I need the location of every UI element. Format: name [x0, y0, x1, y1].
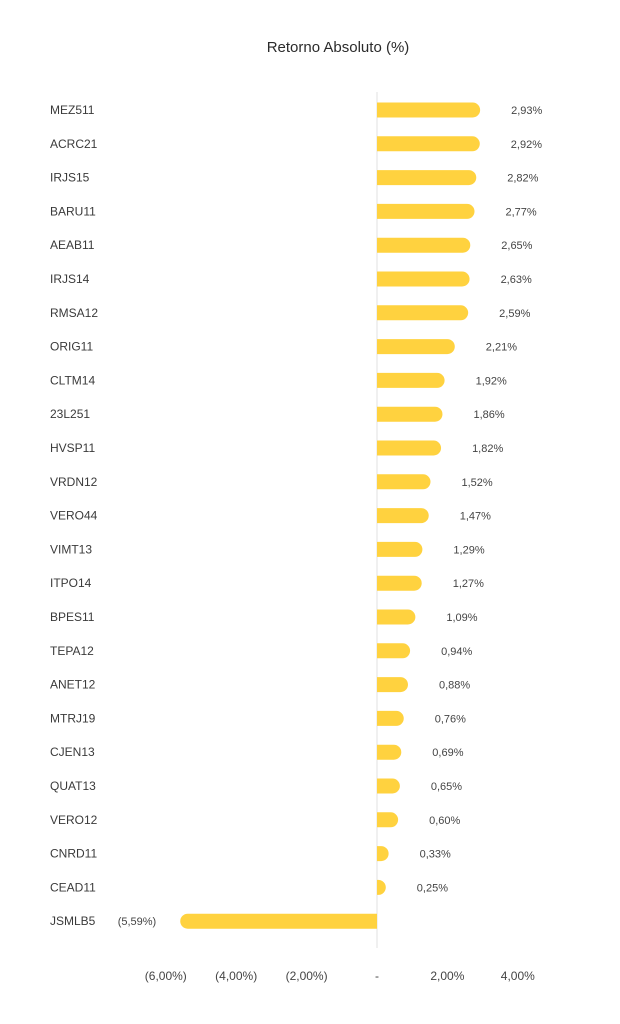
category-label: CLTM14 [50, 373, 96, 388]
x-tick-label: (4,00%) [215, 969, 258, 983]
value-label: 1,82% [472, 443, 504, 455]
value-label: 1,27% [452, 578, 484, 591]
value-label: 0,69% [432, 747, 464, 760]
category-label: VERO12 [50, 812, 98, 827]
value-label: 2,63% [500, 274, 532, 286]
value-label: 0,65% [430, 781, 463, 793]
category-label: ORIG11 [50, 339, 94, 354]
bar [377, 779, 400, 794]
category-label: JSMLB5 [50, 914, 96, 929]
value-label: 0,88% [438, 679, 471, 692]
category-label: VRDN12 [50, 474, 98, 489]
bar [377, 407, 442, 422]
bar [377, 643, 410, 658]
bar [377, 474, 431, 489]
bar [377, 305, 468, 320]
bar [377, 610, 415, 625]
category-label: CEAD11 [50, 880, 96, 895]
category-label: TEPA12 [50, 643, 94, 658]
category-label: MTRJ19 [50, 711, 96, 726]
category-label: ITPO14 [50, 576, 92, 591]
category-label: ANET12 [50, 677, 96, 692]
bar [180, 914, 377, 929]
category-label: RMSA12 [50, 305, 99, 320]
value-label: 2,59% [499, 307, 531, 320]
bar [377, 170, 476, 185]
bar [377, 103, 480, 118]
bar [377, 136, 480, 151]
value-label: 1,09% [446, 612, 478, 624]
category-label: CNRD11 [50, 846, 98, 861]
value-label: 1,86% [473, 409, 505, 422]
chart-title: Retorno Absoluto (%) [266, 39, 410, 56]
value-label: 1,29% [453, 544, 485, 557]
category-label: VIMT13 [50, 542, 93, 557]
bar [377, 373, 445, 388]
bar [377, 542, 422, 557]
category-label: HVSP11 [50, 441, 96, 455]
category-label: 23L251 [50, 407, 91, 422]
value-label: 1,92% [475, 375, 507, 388]
value-label: (5,59%) [117, 916, 157, 929]
bar [377, 441, 441, 456]
category-label: IRJS14 [50, 272, 90, 286]
bar [377, 508, 429, 523]
bar [377, 339, 455, 354]
x-tick-label: (6,00%) [144, 969, 187, 983]
value-label: 2,21% [485, 341, 517, 354]
value-label: 2,77% [505, 206, 537, 219]
x-tick-label: 2,00% [430, 969, 465, 983]
x-tick-label: 4,00% [500, 969, 535, 983]
category-label: IRJS15 [50, 170, 90, 185]
x-tick-label: - [375, 969, 379, 983]
bar [377, 846, 389, 861]
bar [377, 880, 386, 895]
category-label: BPES11 [50, 610, 95, 624]
bar [377, 576, 422, 591]
category-label: AEAB11 [50, 238, 95, 253]
value-label: 0,25% [416, 882, 449, 895]
category-label: MEZ511 [50, 103, 95, 117]
bar [377, 711, 404, 726]
value-label: 2,82% [507, 172, 539, 185]
category-label: ACRC21 [50, 136, 98, 151]
value-label: 2,92% [510, 138, 542, 151]
bar [377, 812, 398, 827]
bar [377, 204, 475, 219]
value-label: 0,76% [434, 713, 466, 726]
bar [377, 745, 401, 760]
value-label: 0,60% [429, 814, 461, 827]
category-label: QUAT13 [50, 779, 96, 793]
value-label: 0,33% [419, 848, 451, 861]
bar [377, 272, 470, 287]
category-label: BARU11 [50, 204, 96, 219]
category-label: VERO44 [50, 508, 98, 523]
value-label: 0,94% [441, 645, 473, 658]
bar [377, 677, 408, 692]
bar [377, 238, 470, 253]
value-label: 2,93% [511, 105, 543, 117]
category-label: CJEN13 [50, 745, 95, 760]
x-tick-label: (2,00%) [285, 969, 328, 983]
value-label: 1,47% [459, 510, 491, 523]
value-label: 1,52% [461, 476, 493, 489]
value-label: 2,65% [501, 240, 533, 253]
